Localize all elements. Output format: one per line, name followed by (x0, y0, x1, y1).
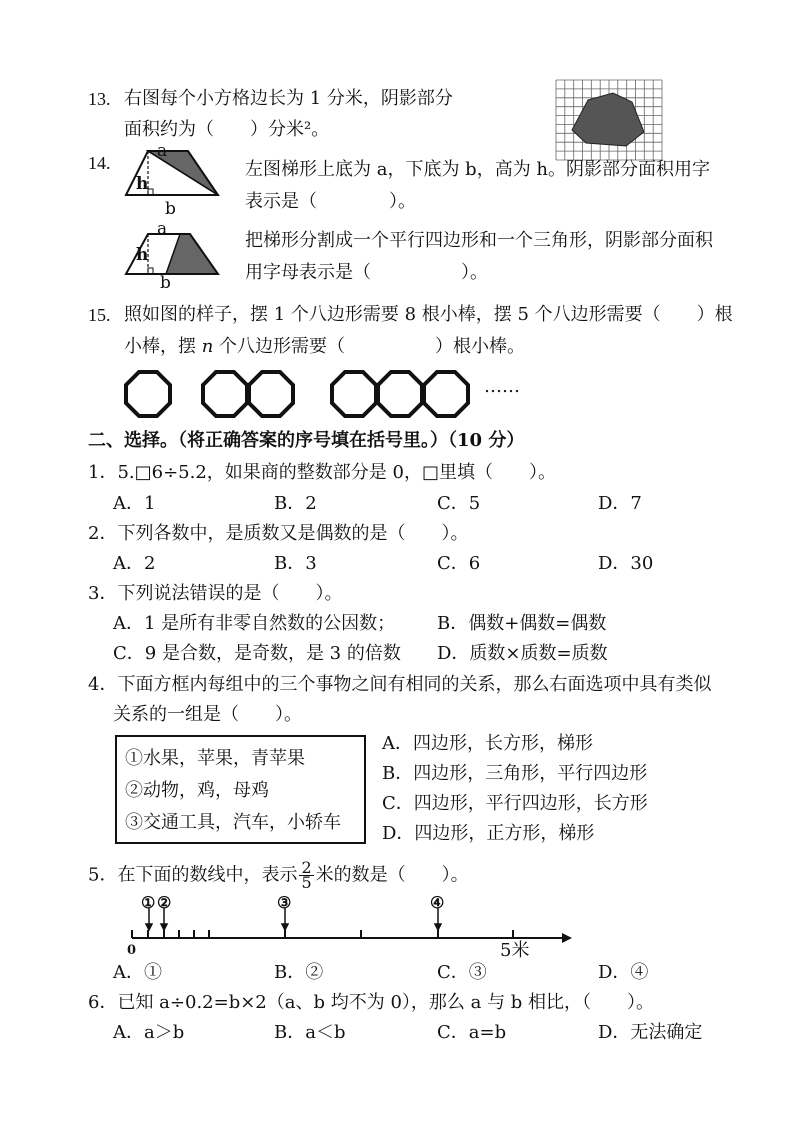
q14-text-line1: 左图梯形上底为 a，下底为 b，高为 h。阴影部分面积用字 (245, 159, 711, 180)
c5-mark-3: ③ (277, 893, 292, 912)
q15-number: 15. (88, 305, 111, 325)
c2-option-a: A．2 (113, 553, 156, 574)
c5-option-a: A．① (113, 962, 162, 983)
q15-octagon-figure (120, 368, 480, 416)
c5-option-d: D．④ (598, 962, 649, 983)
c4-stem-line1: 4．下面方框内每组中的三个事物之间有相同的关系，那么右面选项中具有类似 (88, 674, 712, 695)
q15-text-line1: 照如图的样子，摆 1 个八边形需要 8 根小棒，摆 5 个八边形需要（ ）根 (124, 304, 733, 325)
c2-option-b: B．3 (274, 553, 317, 574)
c5-mark-1: ① (141, 893, 156, 912)
c5-stem: 5．在下面的数线中，表示 $\frac{2}{5}$ 米的数是（ ）。 (88, 858, 469, 892)
q13-text-line2: 面积约为（ ）分米²。 (124, 119, 330, 140)
c5-mark-2: ② (157, 893, 172, 912)
c3-option-b: B．偶数+偶数=偶数 (437, 613, 607, 634)
q15-text-line2: 小棒，摆 n 个八边形需要（ ）根小棒。 (124, 336, 526, 357)
q14-text-line4: 用字母表示是（ ）。 (245, 262, 488, 283)
c4-option-c: C．四边形，平行四边形，长方形 (382, 793, 648, 814)
c1-option-d: D．7 (598, 493, 642, 514)
c5-mark-4: ④ (430, 893, 445, 912)
q14-fig2-label-a: a (157, 219, 168, 239)
q14-fig1-label-b: b (165, 199, 176, 219)
c2-stem: 2．下列各数中，是质数又是偶数的是（ ）。 (88, 523, 469, 544)
q13-grid-figure (556, 80, 662, 160)
c3-stem: 3．下列说法错误的是（ ）。 (88, 583, 343, 604)
q13-number: 13. (88, 89, 111, 109)
c4-box-item-3: ③交通工具，汽车，小轿车 (125, 812, 341, 833)
c4-box-item-1: ①水果，苹果，青苹果 (125, 748, 305, 769)
c4-stem-line2: 关系的一组是（ ）。 (113, 704, 302, 725)
c4-box-item-2: ②动物，鸡，母鸡 (125, 780, 269, 801)
c1-option-b: B．2 (274, 493, 317, 514)
q15-ellipsis: …… (484, 376, 520, 397)
q14-text-line2: 表示是（ ）。 (245, 191, 416, 212)
c4-option-d: D．四边形，正方形，梯形 (382, 823, 595, 844)
c5-zero-label: 0 (127, 943, 137, 958)
c6-stem: 6．已知 a÷0.2=b×2（a、b 均不为 0），那么 a 与 b 相比，（ ）。 (88, 992, 655, 1013)
c3-option-a: A．1 是所有非零自然数的公因数； (113, 613, 396, 634)
q14-fig2-label-h: h (136, 245, 149, 265)
c2-option-d: D．30 (598, 553, 654, 574)
c5-option-c: C．③ (437, 962, 487, 983)
c5-fraction: $\frac{2}{5}$ (301, 858, 312, 892)
c5-end-label: 5米 (500, 940, 530, 961)
q14-text-line3: 把梯形分割成一个平行四边形和一个三角形，阴影部分面积 (245, 230, 713, 251)
c6-option-a: A．a＞b (113, 1022, 185, 1043)
c1-option-a: A．1 (113, 493, 156, 514)
c2-option-c: C．6 (437, 553, 481, 574)
q14-fig2-label-b: b (160, 273, 171, 293)
c3-option-d: D．质数×质数=质数 (437, 643, 608, 664)
c1-stem: 1．5.□6÷5.2，如果商的整数部分是 0，□里填（ ）。 (88, 462, 556, 483)
c6-option-b: B．a＜b (274, 1022, 346, 1043)
c3-option-c: C．9 是合数，是奇数，是 3 的倍数 (113, 643, 401, 664)
q13-text-line1: 右图每个小方格边长为 1 分米，阴影部分 (124, 88, 453, 109)
c4-option-a: A．四边形，长方形，梯形 (382, 733, 593, 754)
c4-option-b: B．四边形，三角形，平行四边形 (382, 763, 648, 784)
c6-option-c: C．a=b (437, 1022, 507, 1043)
section2-title: 二、选择。（将正确答案的序号填在括号里。）（10 分） (88, 430, 525, 451)
c6-option-d: D．无法确定 (598, 1022, 703, 1043)
q14-fig1-label-h: h (136, 174, 149, 194)
c5-option-b: B．② (274, 962, 324, 983)
q14-number: 14. (88, 153, 111, 173)
q14-fig1-label-a: a (157, 141, 168, 161)
c1-option-c: C．5 (437, 493, 481, 514)
